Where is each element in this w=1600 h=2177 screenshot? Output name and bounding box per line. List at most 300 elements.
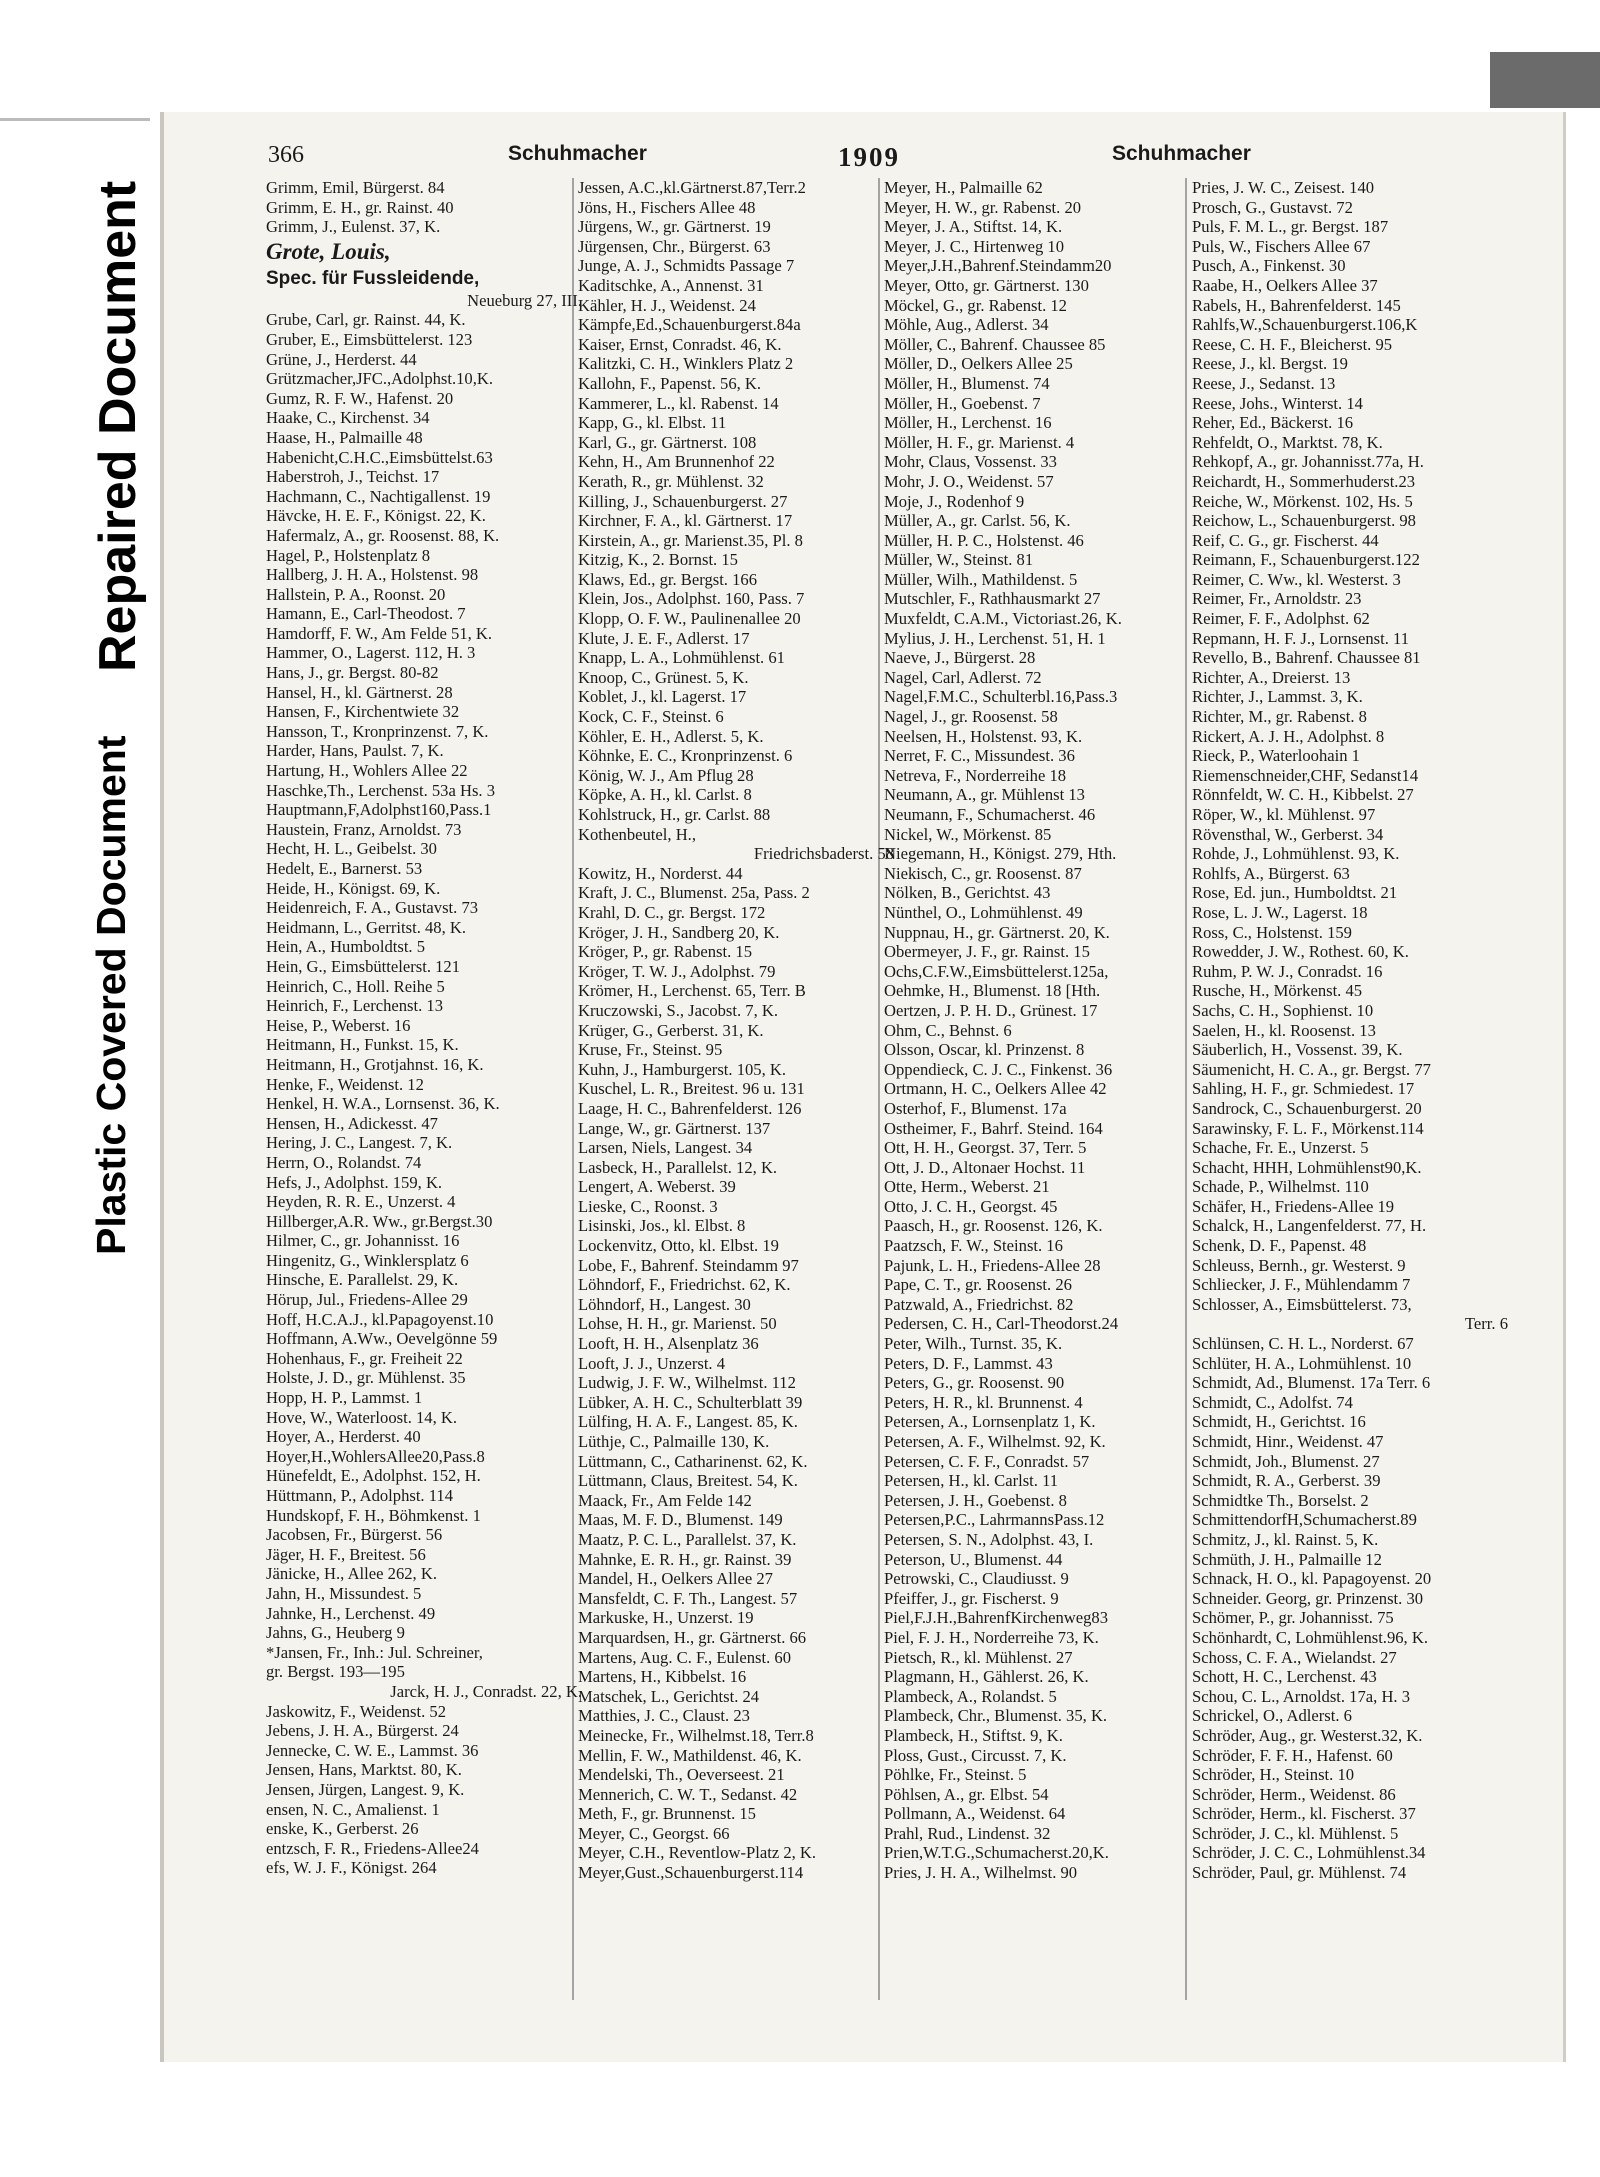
directory-entry: Karl, G., gr. Gärtnerst. 108 xyxy=(578,432,757,452)
directory-entry: Jürgensen, Chr., Bürgerst. 63 xyxy=(578,236,771,256)
directory-entry: Rabels, H., Bahrenfelderst. 145 xyxy=(1192,295,1401,315)
directory-entry: Möller, H., Blumenst. 74 xyxy=(884,373,1050,393)
directory-entry: Möckel, G., gr. Rabenst. 12 xyxy=(884,295,1067,315)
directory-entry: Kapp, G., kl. Elbst. 11 xyxy=(578,413,727,433)
directory-entry: Meth, F., gr. Brunnenst. 15 xyxy=(578,1804,756,1824)
directory-entry: Nagel, J., gr. Roosenst. 58 xyxy=(884,707,1058,727)
directory-entry: Rose, L. J. W., Lagerst. 18 xyxy=(1192,902,1368,922)
directory-entry: Krüger, G., Gerberst. 31, K. xyxy=(578,1020,764,1040)
directory-entry: Lobe, F., Bahrenf. Steindamm 97 xyxy=(578,1255,799,1275)
directory-entry: Petersen, A., Lornsenplatz 1, K. xyxy=(884,1412,1096,1432)
directory-entry: Klute, J. E. F., Adlerst. 17 xyxy=(578,628,750,648)
directory-entry: Schröder, Herm., kl. Fischerst. 37 xyxy=(1192,1804,1416,1824)
directory-entry: Schröder, J. C. C., Lohmühlenst.34 xyxy=(1192,1843,1426,1863)
directory-entry: Reese, J., Sedanst. 13 xyxy=(1192,373,1336,393)
directory-entry: Looft, H. H., Alsenplatz 36 xyxy=(578,1334,759,1354)
directory-entry: Pöhlke, Fr., Steinst. 5 xyxy=(884,1765,1027,1785)
directory-entry: Naeve, J., Bürgerst. 28 xyxy=(884,648,1036,668)
directory-entry: Schröder, Aug., gr. Westerst.32, K. xyxy=(1192,1725,1423,1745)
directory-entry: Matschek, L., Gerichtst. 24 xyxy=(578,1686,760,1706)
right-running-title: Schuhmacher xyxy=(1112,142,1251,165)
directory-entry: Otte, Herm., Weberst. 21 xyxy=(884,1177,1050,1197)
directory-entry: Mohr, Claus, Vossenst. 33 xyxy=(884,452,1057,472)
directory-entry: Nagel, Carl, Adlerst. 72 xyxy=(884,667,1042,687)
directory-entry: Nerret, F. C., Missundest. 36 xyxy=(884,746,1075,766)
directory-entry: Kowitz, H., Norderst. 44 xyxy=(578,863,743,883)
directory-entry: Maatz, P. C. L., Parallelst. 37, K. xyxy=(578,1529,797,1549)
directory-entry: Obermeyer, J. F., gr. Rainst. 15 xyxy=(884,942,1090,962)
directory-entry: Sahling, H. F., gr. Schmiedest. 17 xyxy=(1192,1079,1415,1099)
directory-column-3 xyxy=(884,178,1206,1883)
directory-entry: Grote, Louis, xyxy=(266,238,391,264)
directory-entry: Hensen, H., Adickesst. 47 xyxy=(266,1113,438,1133)
directory-entry: Saelen, H., kl. Roosenst. 13 xyxy=(1192,1020,1376,1040)
directory-entry: Neelsen, H., Holstenst. 93, K. xyxy=(884,726,1083,746)
directory-entry: Jürgens, W., gr. Gärtnerst. 19 xyxy=(578,217,771,237)
directory-entry: Meyer, J. A., Stiftst. 14, K. xyxy=(884,217,1063,237)
directory-entry: Rönnfeldt, W. C. H., Kibbelst. 27 xyxy=(1192,785,1414,805)
directory-entry: Möller, C., Bahrenf. Chaussee 85 xyxy=(884,334,1106,354)
directory-entry: Oertzen, J. P. H. D., Grünest. 17 xyxy=(884,1000,1098,1020)
directory-entry: Schäfer, H., Friedens-Allee 19 xyxy=(1192,1196,1395,1216)
directory-entry: Hillberger,A.R. Ww., gr.Bergst.30 xyxy=(266,1211,493,1231)
directory-entry: Hartung, H., Wohlers Allee 22 xyxy=(266,761,468,781)
directory-entry: Schache, Fr. E., Unzerst. 5 xyxy=(1192,1138,1369,1158)
directory-entry: Rowedder, J. W., Rothest. 60, K. xyxy=(1192,942,1409,962)
directory-entry: Peters, G., gr. Roosenst. 90 xyxy=(884,1373,1065,1393)
directory-entry: Maack, Fr., Am Felde 142 xyxy=(578,1490,752,1510)
directory-entry: Marquardsen, H., gr. Gärtnerst. 66 xyxy=(578,1627,807,1647)
directory-entry: Klaws, Ed., gr. Bergst. 166 xyxy=(578,569,757,589)
directory-entry: Herrn, O., Rolandst. 74 xyxy=(266,1152,422,1172)
directory-entry: Prosch, G., Gustavst. 72 xyxy=(1192,197,1353,217)
directory-entry: Schlosser, A., Eimsbüttelerst. 73, xyxy=(1192,1294,1412,1314)
directory-entry: Hüttmann, P., Adolphst. 114 xyxy=(266,1486,454,1505)
directory-entry: Säumenicht, H. C. A., gr. Bergst. 77 xyxy=(1192,1059,1431,1079)
directory-entry: Neumann, F., Schumacherst. 46 xyxy=(884,805,1096,824)
directory-entry: Gumz, R. F. W., Hafenst. 20 xyxy=(266,388,454,408)
directory-entry: Jessen, A.C.,kl.Gärtnerst.87,Terr.2 xyxy=(578,178,806,197)
directory-entry: Grimm, Emil, Bürgerst. 84 xyxy=(266,178,445,197)
directory-entry: Nölken, B., Gerichtst. 43 xyxy=(884,883,1051,903)
directory-entry: Schmidtke Th., Borselst. 2 xyxy=(1192,1490,1369,1510)
directory-entry: Lieske, C., Roonst. 3 xyxy=(578,1196,718,1216)
directory-entry: Neumann, A., gr. Mühlenst 13 xyxy=(884,785,1085,805)
directory-entry: Reese, J., kl. Bergst. 19 xyxy=(1192,354,1348,374)
directory-entry: Mansfeldt, C. F. Th., Langest. 57 xyxy=(578,1588,798,1608)
plastic-covered-text: Plastic Covered Document xyxy=(88,735,134,1255)
directory-entry: Rose, Ed. jun., Humboldtst. 21 xyxy=(1192,883,1398,903)
directory-entry: Meyer, J. C., Hirtenweg 10 xyxy=(884,236,1064,256)
directory-entry: Schenk, D. F., Papenst. 48 xyxy=(1192,1236,1367,1256)
directory-entry: Petrowski, C., Claudiusst. 9 xyxy=(884,1569,1069,1589)
directory-entry: Hein, G., Eimsbüttelerst. 121 xyxy=(266,956,461,976)
directory-entry: Plambeck, H., Stiftst. 9, K. xyxy=(884,1725,1063,1745)
directory-entry: Meyer,Gust.,Schauenburgerst.114 xyxy=(578,1863,804,1883)
directory-entry: Hilmer, C., gr. Johannisst. 16 xyxy=(266,1231,460,1251)
directory-entry: Gruber, E., Eimsbüttelerst. 123 xyxy=(266,329,473,349)
directory-entry: Hallberg, J. H. A., Holstenst. 98 xyxy=(266,565,479,585)
directory-entry: Lisinski, Jos., kl. Elbst. 8 xyxy=(578,1216,746,1236)
directory-entry: Peter, Wilh., Turnst. 35, K. xyxy=(884,1334,1063,1354)
directory-entry: Heitmann, H., Grotjahnst. 16, K. xyxy=(266,1054,484,1074)
directory-entry: Hallstein, P. A., Roonst. 20 xyxy=(266,584,446,604)
directory-entry: Schade, P., Wilhelmst. 110 xyxy=(1192,1177,1369,1197)
directory-entry: Reichardt, H., Sommerhuderst.23 xyxy=(1192,471,1416,491)
directory-entry: Oehmke, H., Blumenst. 18 [Hth. xyxy=(884,981,1101,1001)
directory-entry: Krömer, H., Lerchenst. 65, Terr. B xyxy=(578,981,806,1001)
directory-entry: Nuppnau, H., gr. Gärtnerst. 20, K. xyxy=(884,922,1110,942)
directory-entry: Reimer, Fr., Arnoldstr. 23 xyxy=(1192,589,1362,609)
directory-entry: Schmidt, Joh., Blumenst. 27 xyxy=(1192,1451,1380,1471)
directory-entry: Heyden, R. R. E., Unzerst. 4 xyxy=(266,1192,456,1212)
directory-entry: SchmittendorfH,Schumacherst.89 xyxy=(1192,1510,1417,1530)
directory-entry: Kehn, H., Am Brunnenhof 22 xyxy=(578,452,775,472)
directory-entry: Klopp, O. F. W., Paulinenallee 20 xyxy=(578,609,801,629)
directory-entry: Lüttmann, Claus, Breitest. 54, K. xyxy=(578,1471,798,1491)
directory-entry: Rehfeldt, O., Marktst. 78, K. xyxy=(1192,432,1383,452)
directory-entry: Paasch, H., gr. Roosenst. 126, K. xyxy=(884,1216,1103,1236)
directory-entry: Lasbeck, H., Parallelst. 12, K. xyxy=(578,1157,778,1177)
directory-entry: Reiche, W., Mörkenst. 102, Hs. 5 xyxy=(1192,491,1413,511)
directory-entry: Möller, H., Goebenst. 7 xyxy=(884,393,1041,413)
directory-entry: Hans, J., gr. Bergst. 80-82 xyxy=(266,663,439,683)
directory-entry: Jebens, J. H. A., Bürgerst. 24 xyxy=(266,1721,459,1741)
directory-entry: Meinecke, Fr., Wilhelmst.18, Terr.8 xyxy=(578,1725,814,1745)
directory-entry: Prien,W.T.G.,Schumacherst.20,K. xyxy=(884,1843,1109,1863)
repaired-document-text: Repaired Document xyxy=(89,180,147,672)
directory-entry: Möller, H. F., gr. Marienst. 4 xyxy=(884,432,1075,452)
directory-entry: Hove, W., Waterloost. 14, K. xyxy=(266,1407,458,1427)
directory-entry: Peters, H. R., kl. Brunnenst. 4 xyxy=(884,1392,1083,1412)
directory-entry: Köpke, A. H., kl. Carlst. 8 xyxy=(578,785,752,805)
directory-entry: Kallohn, F., Papenst. 56, K. xyxy=(578,373,762,393)
directory-entry: Schönhardt, C, Lohmühlenst.96, K. xyxy=(1192,1627,1428,1647)
directory-entry: efs, W. J. F., Königst. 264 xyxy=(266,1858,437,1878)
directory-entry: Meyer, H. W., gr. Rabenst. 20 xyxy=(884,197,1082,217)
directory-entry: Plambeck, Chr., Blumenst. 35, K. xyxy=(884,1706,1108,1726)
directory-entry: Oppendieck, C. J. C., Finkenst. 36 xyxy=(884,1059,1113,1079)
directory-entry: Reese, C. H. F., Bleicherst. 95 xyxy=(1192,334,1393,354)
directory-entry: Niegemann, H., Königst. 279, Hth. xyxy=(884,844,1117,864)
directory-entry: Schröder, Paul, gr. Mühlenst. 74 xyxy=(1192,1863,1407,1883)
directory-entry: Schliecker, J. F., Mühlendamm 7 xyxy=(1192,1275,1411,1295)
directory-entry: Friedrichsbaderst. 58 xyxy=(753,844,894,864)
directory-entry: Schott, H. C., Lerchenst. 43 xyxy=(1192,1667,1377,1687)
directory-entry: Jahn, H., Missundest. 5 xyxy=(266,1583,422,1603)
directory-entry: Kirchner, F. A., kl. Gärtnerst. 17 xyxy=(578,511,793,531)
directory-entry: Netreva, F., Norderreihe 18 xyxy=(884,765,1067,785)
directory-entry: Kaditschke, A., Annenst. 31 xyxy=(578,275,764,295)
directory-entry: Müller, A., gr. Carlst. 56, K. xyxy=(884,511,1071,531)
directory-entry: Hoff, H.C.A.J., kl.Papagoyenst.10 xyxy=(266,1309,494,1329)
directory-entry: Holste, J. D., gr. Mühlenst. 35 xyxy=(266,1368,466,1388)
directory-entry: Hinsche, E. Parallelst. 29, K. xyxy=(266,1270,459,1290)
directory-entry: Lüthje, C., Palmaille 130, K. xyxy=(578,1432,770,1451)
directory-entry: Patzwald, A., Friedrichst. 82 xyxy=(884,1294,1074,1314)
directory-entry: Schröder, Herm., Weidenst. 86 xyxy=(1192,1784,1396,1804)
directory-entry: Revello, B., Bahrenf. Chaussee 81 xyxy=(1192,648,1421,668)
directory-entry: Rövensthal, W., Gerberst. 34 xyxy=(1192,824,1384,844)
directory-entry: Hafermalz, A., gr. Roosenst. 88, K. xyxy=(266,525,500,545)
directory-entry: Ott, J. D., Altonaer Hochst. 11 xyxy=(884,1157,1086,1177)
directory-entry: Jöns, H., Fischers Allee 48 xyxy=(578,197,756,217)
directory-entry: entzsch, F. R., Friedens-Allee24 xyxy=(266,1838,479,1858)
directory-entry: Schmidt, R. A., Gerberst. 39 xyxy=(1192,1471,1381,1491)
directory-entry: Hoyer, A., Herderst. 40 xyxy=(266,1427,421,1447)
directory-entry: Nickel, W., Mörkenst. 85 xyxy=(884,824,1052,844)
directory-entry: Jahnke, H., Lerchenst. 49 xyxy=(266,1603,436,1623)
directory-entry: Grützmacher,JFC.,Adolphst.10,K. xyxy=(266,369,494,389)
directory-entry: Hoffmann, A.Ww., Oevelgönne 59 xyxy=(266,1329,498,1349)
directory-entry: Mutschler, F., Rathhausmarkt 27 xyxy=(884,589,1101,609)
directory-entry: Grimm, J., Eulenst. 37, K. xyxy=(266,217,441,237)
directory-entry: Moje, J., Rodenhof 9 xyxy=(884,491,1025,511)
directory-column-4 xyxy=(1192,178,1514,1883)
directory-entry: Schmüth, J. H., Palmaille 12 xyxy=(1192,1549,1382,1569)
directory-entry: Pajunk, L. H., Friedens-Allee 28 xyxy=(884,1255,1101,1275)
directory-entry: Heitmann, H., Funkst. 15, K. xyxy=(266,1035,459,1055)
directory-entry: Knapp, L. A., Lohmühlenst. 61 xyxy=(578,648,785,668)
directory-entry: Schoss, C. F. A., Wielandst. 27 xyxy=(1192,1647,1397,1667)
directory-entry: Köhler, E. H., Adlerst. 5, K. xyxy=(578,726,764,746)
directory-entry: Pedersen, C. H., Carl-Theodorst.24 xyxy=(884,1314,1119,1334)
directory-entry: Hagel, P., Holstenplatz 8 xyxy=(266,545,431,565)
directory-entry: Hammer, O., Lagerst. 112, H. 3 xyxy=(266,643,476,663)
directory-entry: Schröder, H., Steinst. 10 xyxy=(1192,1765,1355,1785)
directory-entry: Schröder, F. F. H., Hafenst. 60 xyxy=(1192,1745,1393,1765)
directory-entry: Pries, J. W. C., Zeisest. 140 xyxy=(1192,178,1375,197)
directory-entry: Puls, F. M. L., gr. Bergst. 187 xyxy=(1192,217,1389,237)
directory-entry: enske, K., Gerberst. 26 xyxy=(266,1819,419,1839)
directory-entry: Jennecke, C. W. E., Lammst. 36 xyxy=(266,1740,479,1760)
directory-entry: Rieck, P., Waterloohain 1 xyxy=(1192,746,1360,766)
directory-entry: Rohlfs, A., Bürgerst. 63 xyxy=(1192,863,1350,883)
directory-entry: Meyer, H., Palmaille 62 xyxy=(884,178,1043,197)
directory-entry: Kröger, T. W. J., Adolphst. 79 xyxy=(578,961,776,981)
directory-entry: Matthies, J. C., Claust. 23 xyxy=(578,1706,750,1726)
directory-entry: Lengert, A. Weberst. 39 xyxy=(578,1177,736,1197)
directory-entry: Jensen, Hans, Marktst. 80, K. xyxy=(266,1760,462,1780)
directory-entry: Ploss, Gust., Circusst. 7, K. xyxy=(884,1745,1067,1765)
directory-entry: Schou, C. L., Arnoldst. 17a, H. 3 xyxy=(1192,1686,1411,1706)
directory-entry: Kerath, R., gr. Mühlenst. 32 xyxy=(578,471,764,491)
directory-entry: Kuhn, J., Hamburgerst. 105, K. xyxy=(578,1059,787,1079)
directory-entry: Knoop, C., Grünest. 5, K. xyxy=(578,667,749,687)
directory-entry: Reimer, F. F., Adolphst. 62 xyxy=(1192,609,1370,629)
directory-entry: Mylius, J. H., Lerchenst. 51, H. 1 xyxy=(884,628,1106,648)
directory-entry: Martens, H., Kibbelst. 16 xyxy=(578,1667,747,1687)
directory-entry: Hohenhaus, F., gr. Freiheit 22 xyxy=(266,1348,463,1368)
directory-entry: Maas, M. F. D., Blumenst. 149 xyxy=(578,1510,783,1530)
directory-entry: Rohde, J., Lohmühlenst. 93, K. xyxy=(1192,844,1400,864)
directory-entry: Hingenitz, G., Winklersplatz 6 xyxy=(266,1250,469,1270)
directory-entry: Kämpfe,Ed.,Schauenburgerst.84a xyxy=(578,315,801,335)
directory-entry: Lange, W., gr. Gärtnerst. 137 xyxy=(578,1118,771,1138)
directory-entry: *Jansen, Fr., Inh.: Jul. Schreiner, xyxy=(266,1642,483,1662)
directory-entry: Hoyer,H.,WohlersAllee20,Pass.8 xyxy=(266,1446,485,1466)
directory-entry: Heidenreich, F. A., Gustavst. 73 xyxy=(266,898,479,918)
directory-entry: Heinrich, F., Lerchenst. 13 xyxy=(266,996,444,1016)
directory-entry: Prahl, Rud., Lindenst. 32 xyxy=(884,1823,1051,1843)
directory-entry: Hansen, F., Kirchentwiete 32 xyxy=(266,702,460,722)
directory-entry: Riemenschneider,CHF, Sedanst14 xyxy=(1192,765,1419,785)
directory-entry: Schlünsen, C. H. L., Norderst. 67 xyxy=(1192,1334,1414,1354)
directory-entry: Ott, H. H., Georgst. 37, Terr. 5 xyxy=(884,1138,1087,1158)
directory-entry: Hörup, Jul., Friedens-Allee 29 xyxy=(266,1290,468,1310)
directory-entry: Meyer, Otto, gr. Gärtnerst. 130 xyxy=(884,275,1089,295)
directory-entry: Piel,F.J.H.,BahrenfKirchenweg83 xyxy=(884,1608,1109,1628)
directory-entry: Löhndorf, H., Langest. 30 xyxy=(578,1294,751,1314)
left-running-title: Schuhmacher xyxy=(508,142,647,165)
directory-entry: Pries, J. H. A., Wilhelmst. 90 xyxy=(884,1863,1078,1883)
directory-entry: Schmitz, J., kl. Rainst. 5, K. xyxy=(1192,1529,1379,1549)
directory-entry: Koblet, J., kl. Lagerst. 17 xyxy=(578,687,747,707)
directory-column-2 xyxy=(578,178,900,1883)
directory-entry: Larsen, Niels, Langest. 34 xyxy=(578,1138,753,1158)
directory-entry: Ohm, C., Behnst. 6 xyxy=(884,1020,1012,1040)
directory-entry: Möller, H., Lerchenst. 16 xyxy=(884,413,1052,433)
directory-entry: Neueburg 27, III. xyxy=(467,290,582,310)
directory-entry: Haustein, Franz, Arnoldst. 73 xyxy=(266,819,462,839)
directory-entry: Kähler, H. J., Weidenst. 24 xyxy=(578,295,756,315)
directory-entry: Nagel,F.M.C., Schulterbl.16,Pass.3 xyxy=(884,687,1118,707)
directory-entry: Krahl, D. C., gr. Bergst. 172 xyxy=(578,902,766,922)
directory-entry: Pape, C. T., gr. Roosenst. 26 xyxy=(884,1275,1072,1295)
directory-entry: gr. Bergst. 193—195 xyxy=(266,1662,405,1682)
directory-entry: Mandel, H., Oelkers Allee 27 xyxy=(578,1569,773,1589)
directory-entry: Haase, H., Palmaille 48 xyxy=(266,427,423,447)
directory-entry: Hamann, E., Carl-Theodost. 7 xyxy=(266,604,466,624)
directory-entry: Raabe, H., Oelkers Allee 37 xyxy=(1192,275,1378,295)
directory-entry: Haake, C., Kirchenst. 34 xyxy=(266,408,430,428)
directory-entry: Meyer, C., Georgst. 66 xyxy=(578,1823,730,1843)
directory-entry: Müller, H. P. C., Holstenst. 46 xyxy=(884,530,1084,550)
directory-entry: Sachs, C. H., Sophienst. 10 xyxy=(1192,1000,1374,1020)
directory-entry: Schrickel, O., Adlerst. 6 xyxy=(1192,1706,1352,1726)
directory-entry: Grimm, E. H., gr. Rainst. 40 xyxy=(266,197,454,217)
directory-entry: Pietsch, R., kl. Mühlenst. 27 xyxy=(884,1647,1073,1667)
directory-entry: Müller, W., Steinst. 81 xyxy=(884,550,1034,570)
directory-entry: Petersen, H., kl. Carlst. 11 xyxy=(884,1471,1059,1491)
directory-entry: Markuske, H., Unzerst. 19 xyxy=(578,1608,754,1628)
directory-entry: Reif, C. G., gr. Fischerst. 44 xyxy=(1192,530,1379,550)
directory-entry: Hansel, H., kl. Gärtnerst. 28 xyxy=(266,682,453,702)
directory-entry: Mahnke, E. R. H., gr. Rainst. 39 xyxy=(578,1549,792,1569)
directory-entry: Piel, F. J. H., Norderreihe 73, K. xyxy=(884,1627,1099,1647)
directory-entry: Kruczowski, S., Jacobst. 7, K. xyxy=(578,1000,779,1020)
directory-entry: Kaiser, Ernst, Conradst. 46, K. xyxy=(578,334,782,354)
directory-entry: Schneider. Georg, gr. Prinzenst. 30 xyxy=(1192,1588,1424,1608)
directory-entry: Hauptmann,F,Adolphst160,Pass.1 xyxy=(266,800,492,820)
directory-column-1 xyxy=(266,178,588,1878)
directory-entry: Petersen, J. H., Goebenst. 8 xyxy=(884,1490,1067,1510)
directory-entry: Köhnke, E. C., Kronprinzenst. 6 xyxy=(578,746,793,766)
directory-entry: Junge, A. J., Schmidts Passage 7 xyxy=(578,256,795,276)
directory-entry: Kraft, J. C., Blumenst. 25a, Pass. 2 xyxy=(578,883,810,903)
directory-entry: Schmidt, C., Adolfst. 74 xyxy=(1192,1392,1353,1412)
directory-entry: Pollmann, A., Weidenst. 64 xyxy=(884,1804,1066,1824)
directory-entry: Jarck, H. J., Conradst. 22, K. xyxy=(390,1681,582,1701)
directory-entry: Röper, W., kl. Mühlenst. 97 xyxy=(1192,805,1376,824)
year-heading: 1909 xyxy=(838,142,900,172)
directory-entry: Osterhof, F., Blumenst. 17a xyxy=(884,1098,1067,1118)
directory-entry: Hundskopf, F. H., Böhmkenst. 1 xyxy=(266,1505,481,1525)
page-number: 366 xyxy=(268,142,304,168)
directory-entry: Säuberlich, H., Vossenst. 39, K. xyxy=(1192,1040,1403,1060)
directory-entry: Petersen,P.C., LahrmannsPass.12 xyxy=(884,1510,1105,1530)
directory-entry: Laage, H. C., Bahrenfelderst. 126 xyxy=(578,1098,802,1118)
directory-entry: Paatzsch, F. W., Steinst. 16 xyxy=(884,1236,1063,1256)
directory-entry: Lockenvitz, Otto, kl. Elbst. 19 xyxy=(578,1236,779,1256)
directory-entry: Henkel, H. W.A., Lornsenst. 36, K. xyxy=(266,1094,500,1114)
directory-entry: Hünefeldt, E., Adolphst. 152, H. xyxy=(266,1466,481,1486)
directory-entry: Kalitzki, C. H., Winklers Platz 2 xyxy=(578,354,794,374)
directory-entry: Hedelt, E., Barnerst. 53 xyxy=(266,859,423,878)
directory-entry: Schömer, P., gr. Johannisst. 75 xyxy=(1192,1608,1394,1628)
directory-entry: Jänicke, H., Allee 262, K. xyxy=(266,1564,437,1584)
directory-entry: Schalck, H., Langenfelderst. 77, H. xyxy=(1192,1216,1427,1236)
directory-entry: Looft, J. J., Unzerst. 4 xyxy=(578,1353,726,1373)
directory-entry: Richter, J., Lammst. 3, K. xyxy=(1192,687,1363,707)
directory-entry: Mellin, F. W., Mathildenst. 46, K. xyxy=(578,1745,802,1765)
directory-entry: Plagmann, H., Gählerst. 26, K. xyxy=(884,1667,1089,1687)
directory-entry: Kröger, J. H., Sandberg 20, K. xyxy=(578,922,780,942)
directory-entry: Repmann, H. F. J., Lornsenst. 11 xyxy=(1192,628,1409,648)
directory-entry: Ortmann, H. C., Oelkers Allee 42 xyxy=(884,1079,1107,1099)
directory-entry: Schmidt, Hinr., Weidenst. 47 xyxy=(1192,1432,1384,1451)
directory-entry: Kröger, P., gr. Rabenst. 15 xyxy=(578,942,753,962)
directory-entry: Reimann, F., Schauenburgerst.122 xyxy=(1192,550,1420,570)
directory-entry: Olsson, Oscar, kl. Prinzenst. 8 xyxy=(884,1040,1085,1060)
directory-entry: Henke, F., Weidenst. 12 xyxy=(266,1074,424,1094)
directory-entry: Ostheimer, F., Bahrf. Steind. 164 xyxy=(884,1118,1103,1138)
directory-entry: Löhndorf, F., Friedrichst. 62, K. xyxy=(578,1275,791,1295)
directory-entry: Reichow, L., Schauenburgerst. 98 xyxy=(1192,511,1416,531)
directory-entry: Nünthel, O., Lohmühlenst. 49 xyxy=(884,902,1083,922)
directory-entry: Hopp, H. P., Lammst. 1 xyxy=(266,1388,423,1408)
directory-entry: Heidmann, L., Gerritst. 48, K. xyxy=(266,917,467,937)
directory-entry: Spec. für Fussleidende, xyxy=(266,267,480,289)
directory-entry: Rickert, A. J. H., Adolphst. 8 xyxy=(1192,726,1385,746)
directory-entry: Richter, A., Dreierst. 13 xyxy=(1192,667,1351,687)
directory-entry: Hecht, H. L., Geibelst. 30 xyxy=(266,839,437,859)
directory-entry: Jahns, G., Heuberg 9 xyxy=(266,1623,405,1643)
directory-entry: Schleuss, Bernh., gr. Westerst. 9 xyxy=(1192,1255,1406,1275)
directory-entry: Hefs, J., Adolphst. 159, K. xyxy=(266,1172,443,1192)
directory-entry: Hansson, T., Kronprinzenst. 7, K. xyxy=(266,721,489,741)
directory-entry: Müller, Wilh., Mathildenst. 5 xyxy=(884,569,1078,589)
directory-entry: Hamdorff, F. W., Am Felde 51, K. xyxy=(266,623,493,643)
directory-entry: Meyer, C.H., Reventlow-Platz 2, K. xyxy=(578,1843,817,1863)
directory-entry: Hein, A., Humboldtst. 5 xyxy=(266,937,426,957)
directory-entry: Petersen, A. F., Wilhelmst. 92, K. xyxy=(884,1432,1106,1451)
directory-entry: Hachmann, C., Nachtigallenst. 19 xyxy=(266,486,491,506)
directory-entry: Niekisch, C., gr. Roosenst. 87 xyxy=(884,863,1082,883)
directory-entry: König, W. J., Am Pflug 28 xyxy=(578,765,754,785)
directory-entry: Mendelski, Th., Oeverseest. 21 xyxy=(578,1765,785,1785)
directory-entry: Lohse, H. H., gr. Marienst. 50 xyxy=(578,1314,777,1334)
directory-entry: Puls, W., Fischers Allee 67 xyxy=(1192,236,1371,256)
directory-entry: Lüttmann, C., Catharinenst. 62, K. xyxy=(578,1451,808,1471)
directory-entry: Rahlfs,W.,Schauenburgerst.106,K xyxy=(1192,315,1418,335)
directory-entry: Schacht, HHH, Lohmühlenst90,K. xyxy=(1192,1157,1422,1177)
directory-entry: Killing, J., Schauenburgerst. 27 xyxy=(578,491,788,511)
directory-entry: Reher, Ed., Bäckerst. 16 xyxy=(1192,413,1354,433)
directory-entry: Grube, Carl, gr. Rainst. 44, K. xyxy=(266,310,466,330)
directory-entry: Pöhlsen, A., gr. Elbst. 54 xyxy=(884,1784,1049,1804)
directory-entry: Möller, D., Oelkers Allee 25 xyxy=(884,354,1073,374)
